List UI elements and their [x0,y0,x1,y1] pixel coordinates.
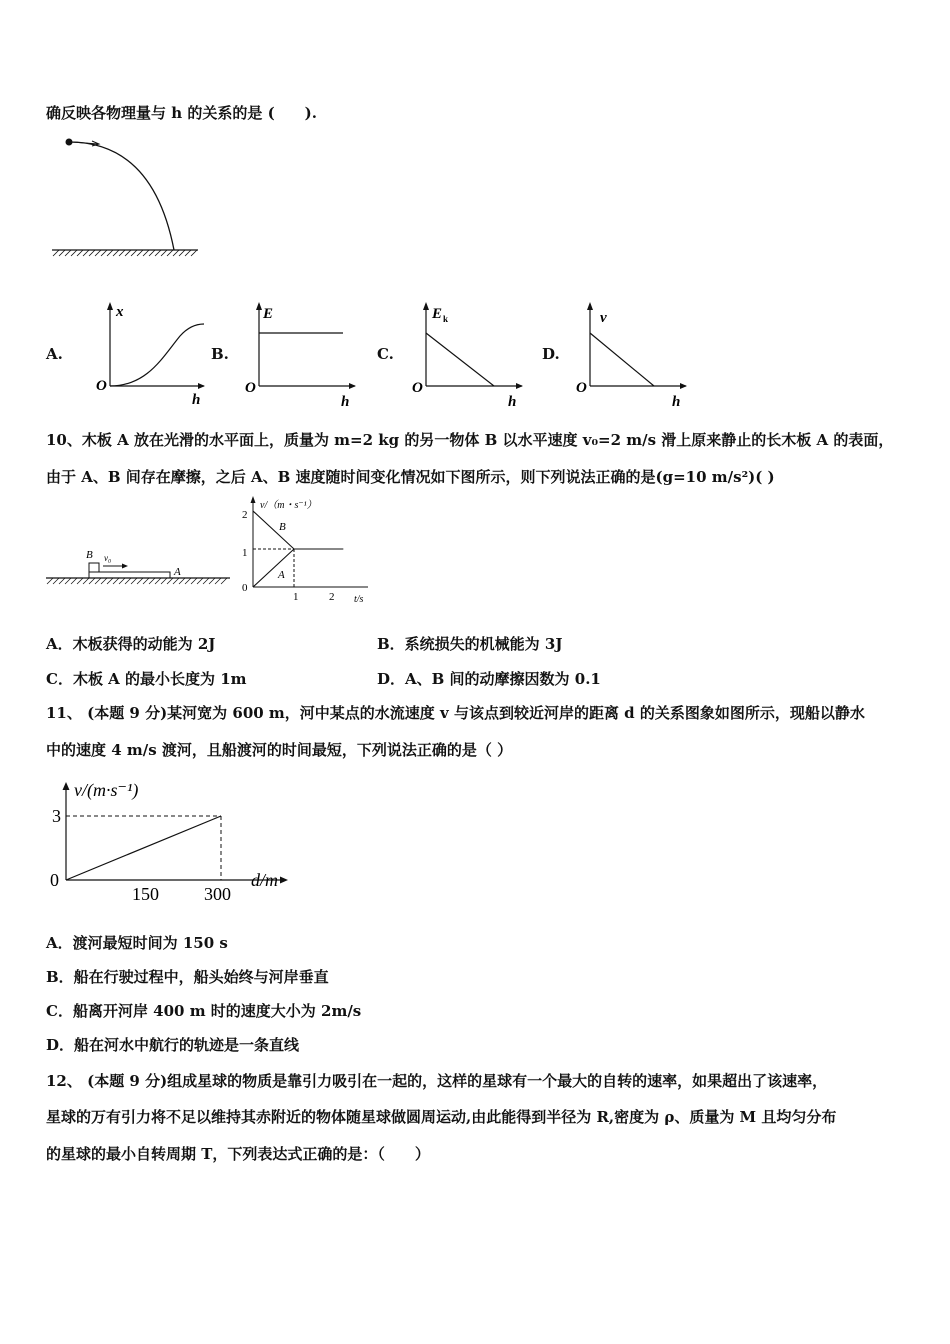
graph-b-y-label: E [263,306,274,322]
q11-ytick-3: 3 [52,806,61,826]
q12-line2: 星球的万有引力将不足以维持其赤附近的物体随星球做圆周运动,由此能得到半径为 R,密度为 ρ、质量为 M 且均匀分布 [46,1108,837,1126]
q10-board-a-label: A [174,566,181,578]
q10-line1: 10、木板 A 放在光滑的水平面上，质量为 m=2 kg 的另一物体 B 以水平速度 v₀=2 m/s 滑上原来静止的长木板 A 的表面， [46,431,894,449]
q11-xtick-300: 300 [204,884,231,904]
graph-d [572,298,692,410]
projectile-figure [48,132,208,262]
q11-x-label: d/m [251,870,278,890]
q11-option-b[interactable]: B．船在行驶过程中，船头始终与河岸垂直 [46,968,329,986]
q11-option-a[interactable]: A．渡河最短时间为 150 s [46,934,228,952]
q10-y-label: v/（m・s⁻¹） [260,500,317,511]
q10-xtick-1: 1 [293,591,299,603]
graph-c-y-sub: k [443,314,449,324]
graph-b-origin: O [245,380,256,396]
q11-option-d[interactable]: D．船在河水中航行的轨迹是一条直线 [46,1036,300,1054]
graph-b-x-label: h [341,394,350,410]
graph-a-x-label: h [192,392,201,408]
q10-ytick-1: 1 [242,547,248,559]
q10-option-b[interactable]: B．系统损失的机械能为 3J [377,635,563,653]
graph-b [243,298,363,410]
graph-c-x-label: h [508,394,517,410]
option-c-letter: C. [377,345,394,363]
graph-c-origin: O [412,380,423,396]
graph-d-x-label: h [672,394,681,410]
q10-v0-label: v₀ [104,553,112,563]
graph-c [408,298,528,410]
option-d-letter: D. [542,345,560,363]
q10-series-a-label: A [278,569,285,581]
q11-line2: 中的速度 4 m/s 渡河，且船渡河的时间最短，下列说法正确的是（ ） [46,741,513,759]
option-b-letter: B. [211,345,229,363]
q10-option-a[interactable]: A．木板获得的动能为 2J [46,635,216,653]
q10-block-b-label: B [86,549,93,561]
q10-x-label: t/s [354,594,364,605]
q11-origin: 0 [50,870,59,890]
graph-a-y-label: x [116,304,124,320]
q10-option-c[interactable]: C．木板 A 的最小长度为 1m [46,670,247,688]
q10-xtick-2: 2 [329,591,335,603]
q11-vd-chart [44,770,304,910]
q10-line2: 由于 A、B 间存在摩擦，之后 A、B 速度随时间变化情况如下图所示，则下列说法正确的是(g=10 m/s²)( ) [46,468,775,486]
q11-y-label: v/(m·s⁻¹) [74,780,139,800]
q11-series-line [66,816,221,880]
q10-vt-chart [238,492,388,607]
graph-d-y-label: v [600,310,607,326]
q10-ytick-2: 2 [242,509,248,521]
intro-line: 确反映各物理量与 h 的关系的是 ( ). [46,104,317,122]
q10-series-b-line [253,511,343,549]
q10-board-figure [44,544,234,592]
q10-series-a-line [253,549,343,587]
q10-option-d[interactable]: D．A、B 间的动摩擦因数为 0.1 [377,670,601,688]
q10-series-b-label: B [279,521,286,533]
q12-line3: 的星球的最小自转周期 T，下列表达式正确的是：（ ） [46,1145,430,1163]
q11-xtick-150: 150 [132,884,159,904]
graph-a [92,298,212,410]
graph-c-y-label: E [432,306,443,322]
graph-d-origin: O [576,380,587,396]
q12-line1: 12、 (本题 9 分)组成星球的物质是靠引力吸引在一起的，这样的星球有一个最大的自转的速率，如果超出了该速率， [46,1072,828,1090]
q10-ytick-0: 0 [242,582,248,594]
q11-line1: 11、 (本题 9 分)某河宽为 600 m，河中某点的水流速度 v 与该点到较近河岸的距离 d 的关系图象如图所示，现船以静水 [46,704,865,722]
q11-option-c[interactable]: C．船离开河岸 400 m 时的速度大小为 2m/s [46,1002,362,1020]
graph-a-origin: O [96,378,107,394]
option-a-letter: A. [46,345,63,363]
